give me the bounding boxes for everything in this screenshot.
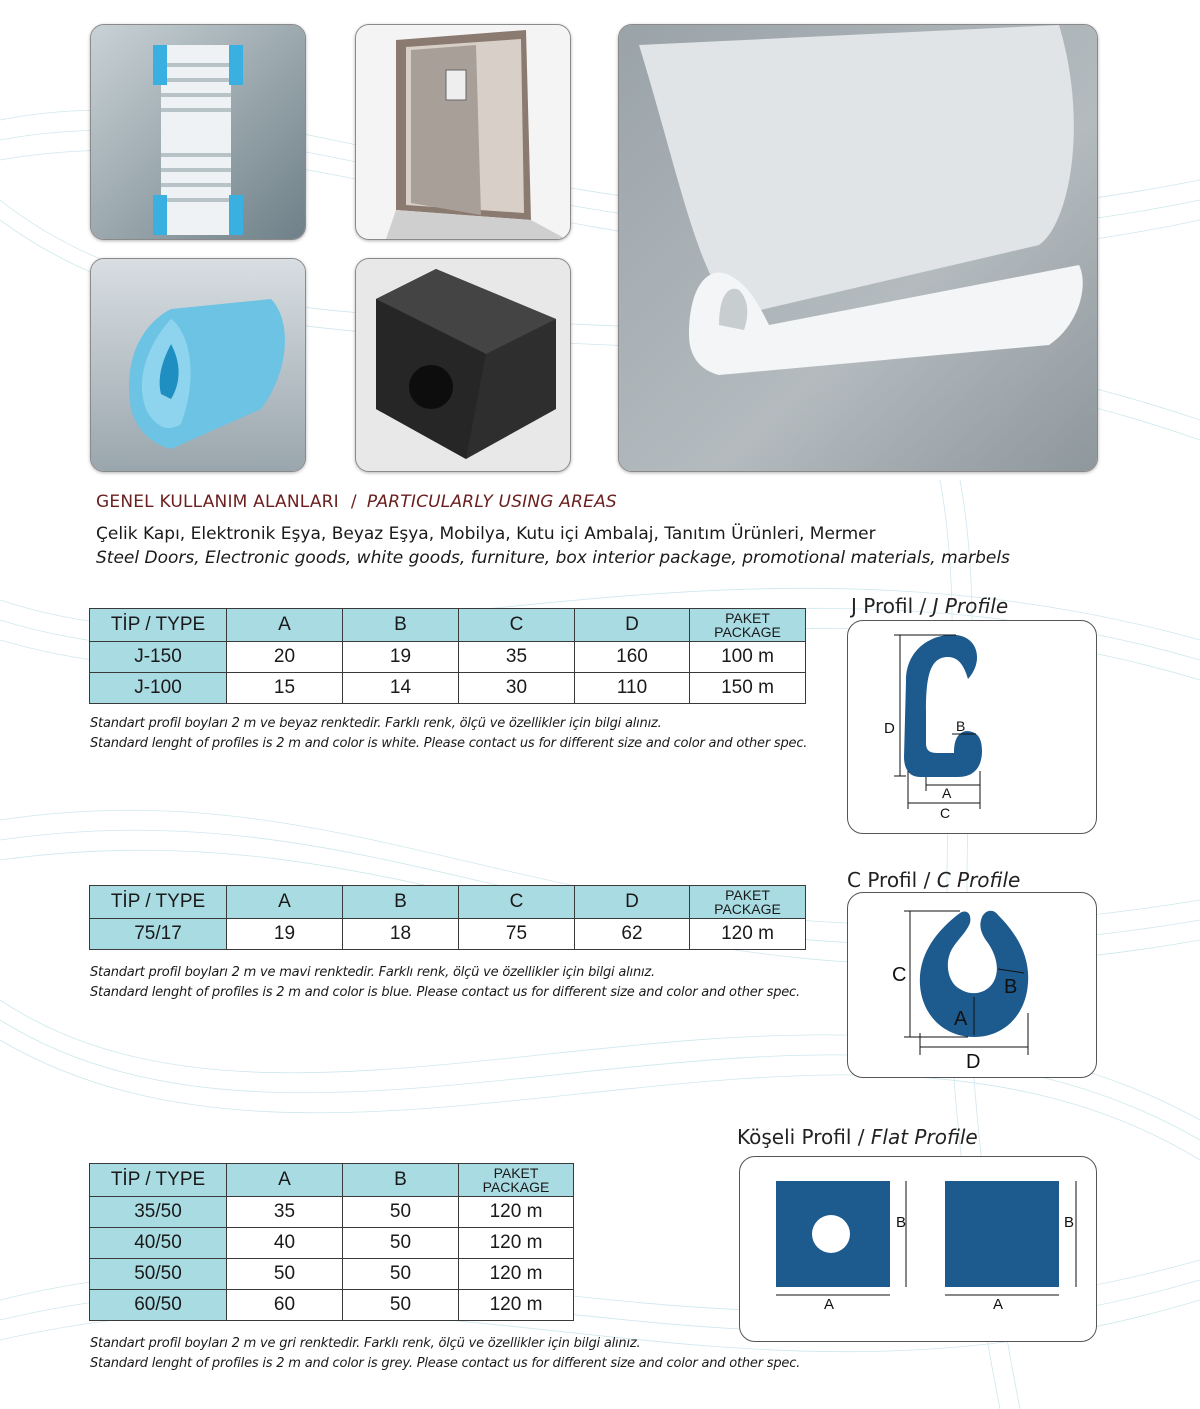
j-profile-title-sep: / bbox=[919, 594, 927, 618]
header-d: D bbox=[575, 886, 690, 919]
usage-heading-en: PARTICULARLY USING AREAS bbox=[366, 492, 617, 512]
j-profile-note-en: Standard lenght of profiles is 2 m and color is white. Please contact us for different size and color and other spec. bbox=[90, 736, 808, 751]
table-row bbox=[90, 673, 806, 704]
header-c: C bbox=[459, 886, 575, 919]
table-header-row bbox=[90, 609, 806, 642]
flat-diagram-label-a2: A bbox=[993, 1296, 1004, 1313]
flat-profile-note-en: Standard lenght of profiles is 2 m and color is grey. Please contact us for different size and color and other spec. bbox=[90, 1356, 801, 1371]
c-diagram-label-d: D bbox=[966, 1051, 981, 1073]
flat-profile-solid-shape bbox=[945, 1181, 1059, 1287]
flat-diagram-label-b1: B bbox=[896, 1214, 907, 1231]
header-b: B bbox=[343, 609, 459, 642]
header-package bbox=[690, 609, 806, 642]
cell-c: 30 bbox=[459, 673, 575, 704]
table-row bbox=[90, 642, 806, 673]
cell-a: 60 bbox=[227, 1290, 343, 1321]
j-profile-note bbox=[90, 714, 807, 754]
header-b: B bbox=[343, 1164, 459, 1197]
cell-c: 35 bbox=[459, 642, 575, 673]
cell-b: 50 bbox=[343, 1197, 459, 1228]
table-header-row bbox=[90, 1164, 574, 1197]
c-profile-table bbox=[89, 885, 806, 950]
cell-b: 19 bbox=[343, 642, 459, 673]
cell-c: 75 bbox=[459, 919, 575, 950]
j-profile-note-tr: Standart profil boyları 2 m ve beyaz renktedir. Farklı renk, ölçü ve özellikler için bilgi alınız. bbox=[90, 716, 662, 731]
cell-a: 40 bbox=[227, 1228, 343, 1259]
cell-package: 100 m bbox=[690, 642, 806, 673]
cell-package: 120 m bbox=[459, 1197, 574, 1228]
cell-d: 160 bbox=[575, 642, 690, 673]
j-profile-title-en: J Profile bbox=[932, 594, 1009, 618]
steel-door-photo bbox=[355, 24, 571, 240]
c-diagram-label-b: B bbox=[1004, 976, 1018, 998]
white-foam-j-profile-photo bbox=[618, 24, 1098, 472]
cell-package: 120 m bbox=[459, 1259, 574, 1290]
cell-b: 50 bbox=[343, 1290, 459, 1321]
flat-profile-title-sep: / bbox=[857, 1125, 865, 1149]
j-profile-shape bbox=[904, 635, 982, 777]
c-diagram-label-a: A bbox=[954, 1008, 968, 1030]
flat-diagram-label-b2: B bbox=[1064, 1214, 1075, 1231]
header-package-en: PACKAGE bbox=[714, 901, 781, 917]
c-profile-title-sep: / bbox=[923, 868, 931, 892]
flat-profile-note bbox=[90, 1334, 800, 1374]
j-profile-title bbox=[851, 594, 1008, 618]
header-type: TİP / TYPE bbox=[90, 886, 227, 919]
cell-b: 14 bbox=[343, 673, 459, 704]
header-d: D bbox=[575, 609, 690, 642]
cell-type: J-150 bbox=[90, 642, 227, 673]
table-row bbox=[90, 1290, 574, 1321]
header-package-tr: PAKET bbox=[493, 1165, 539, 1181]
flat-profile-diagram bbox=[739, 1156, 1097, 1342]
j-profile-diagram bbox=[847, 620, 1097, 834]
header-type: TİP / TYPE bbox=[90, 609, 227, 642]
c-profile-title-tr: C Profil bbox=[847, 868, 918, 892]
usage-list-en: Steel Doors, Electronic goods, white goods, furniture, box interior package, promotional materials, marbels bbox=[96, 548, 1010, 568]
j-diagram-label-a: A bbox=[942, 785, 952, 801]
header-a: A bbox=[227, 886, 343, 919]
table-row bbox=[90, 1197, 574, 1228]
cell-type: 75/17 bbox=[90, 919, 227, 950]
cell-d: 110 bbox=[575, 673, 690, 704]
usage-list-tr: Çelik Kapı, Elektronik Eşya, Beyaz Eşya, Mobilya, Kutu içi Ambalaj, Tanıtım Ürünleri, Mermer bbox=[96, 524, 876, 544]
table-header-row bbox=[90, 886, 806, 919]
cell-package: 150 m bbox=[690, 673, 806, 704]
header-package-en: PACKAGE bbox=[482, 1179, 550, 1195]
c-diagram-label-c: C bbox=[892, 964, 907, 986]
cell-a: 35 bbox=[227, 1197, 343, 1228]
j-diagram-label-b: B bbox=[956, 718, 966, 734]
table-row bbox=[90, 1228, 574, 1259]
flat-profile-note-tr: Standart profil boyları 2 m ve gri renktedir. Farklı renk, ölçü ve özellikler için bilgi alınız. bbox=[90, 1336, 641, 1351]
cell-type: 35/50 bbox=[90, 1197, 227, 1228]
cell-a: 50 bbox=[227, 1259, 343, 1290]
c-profile-note-en: Standard lenght of profiles is 2 m and color is blue. Please contact us for different size and color and other spec. bbox=[90, 985, 800, 1000]
c-profile-title-en: C Profile bbox=[936, 868, 1021, 892]
c-profile-title bbox=[847, 868, 1020, 892]
blue-foam-c-profile-photo bbox=[90, 258, 306, 472]
flat-diagram-label-a1: A bbox=[824, 1296, 835, 1313]
usage-heading-separator: / bbox=[350, 492, 357, 512]
cell-b: 50 bbox=[343, 1228, 459, 1259]
flat-profile-title bbox=[737, 1125, 978, 1149]
cell-type: J-100 bbox=[90, 673, 227, 704]
j-profile-table bbox=[89, 608, 806, 704]
header-c: C bbox=[459, 609, 575, 642]
header-a: A bbox=[227, 609, 343, 642]
c-profile-diagram bbox=[847, 892, 1097, 1078]
cell-package: 120 m bbox=[459, 1290, 574, 1321]
cell-package: 120 m bbox=[459, 1228, 574, 1259]
cell-a: 20 bbox=[227, 642, 343, 673]
header-b: B bbox=[343, 886, 459, 919]
j-profile-title-tr: J Profil bbox=[851, 594, 914, 618]
radiator-photo bbox=[90, 24, 306, 240]
flat-profile-title-en: Flat Profile bbox=[870, 1125, 978, 1149]
cell-d: 62 bbox=[575, 919, 690, 950]
header-package-tr: PAKET bbox=[725, 610, 770, 626]
j-diagram-label-c: C bbox=[940, 805, 951, 821]
usage-heading-tr: GENEL KULLANIM ALANLARI bbox=[96, 492, 339, 512]
table-row bbox=[90, 919, 806, 950]
header-a: A bbox=[227, 1164, 343, 1197]
j-diagram-label-d: D bbox=[884, 720, 895, 737]
cell-type: 60/50 bbox=[90, 1290, 227, 1321]
cell-b: 18 bbox=[343, 919, 459, 950]
black-foam-square-profile-photo bbox=[355, 258, 571, 472]
flat-profile-hole bbox=[812, 1215, 850, 1253]
cell-b: 50 bbox=[343, 1259, 459, 1290]
flat-profile-table bbox=[89, 1163, 574, 1321]
header-package-en: PACKAGE bbox=[714, 624, 781, 640]
flat-profile-title-tr: Köşeli Profil bbox=[737, 1125, 852, 1149]
usage-heading bbox=[96, 492, 617, 512]
c-profile-note-tr: Standart profil boyları 2 m ve mavi renktedir. Farklı renk, ölçü ve özellikler için bilgi alınız. bbox=[90, 965, 655, 980]
header-type: TİP / TYPE bbox=[90, 1164, 227, 1197]
c-profile-note bbox=[90, 963, 800, 1003]
cell-a: 15 bbox=[227, 673, 343, 704]
cell-type: 40/50 bbox=[90, 1228, 227, 1259]
table-row bbox=[90, 1259, 574, 1290]
cell-package: 120 m bbox=[690, 919, 806, 950]
header-package bbox=[690, 886, 806, 919]
header-package bbox=[459, 1164, 574, 1197]
cell-type: 50/50 bbox=[90, 1259, 227, 1290]
header-package-tr: PAKET bbox=[725, 887, 770, 903]
cell-a: 19 bbox=[227, 919, 343, 950]
